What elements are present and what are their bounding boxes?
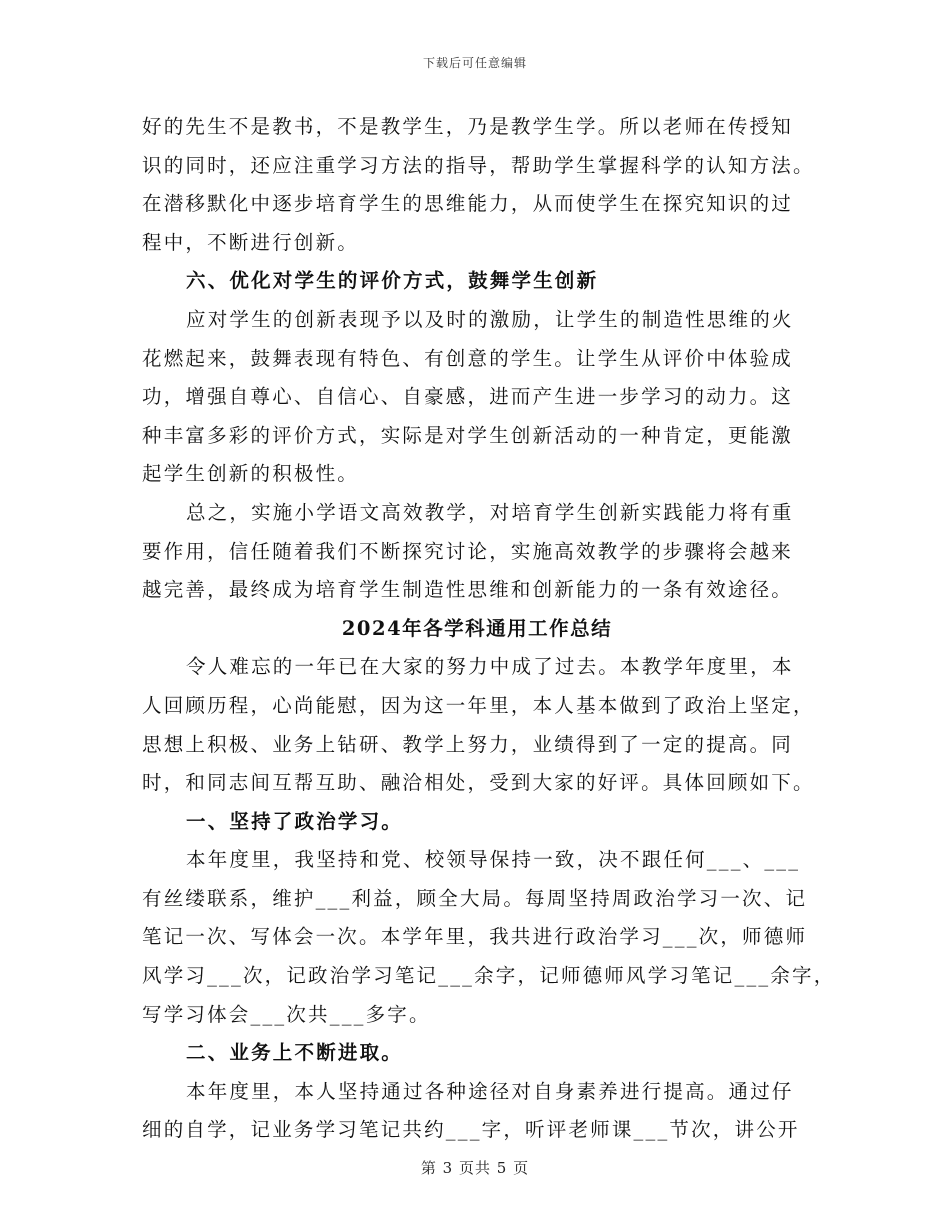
section-heading: 六、优化对学生的评价方式，鼓舞学生创新 (186, 269, 599, 293)
section-heading: 一、坚持了政治学习。 (186, 809, 404, 833)
paragraph-line: 笔记一次、写体会一次。本学年里，我共进行政治学习___次，师德师 (142, 925, 808, 949)
page-footer: 第 3 页共 5 页 (420, 1159, 530, 1177)
paragraph-line: 应对学生的创新表现予以及时的激励，让学生的制造性思维的火 (186, 307, 794, 331)
paragraph-line: 在潜移默化中逐步培育学生的思维能力，从而使学生在探究知识的过 (142, 192, 794, 216)
paragraph-line: 花燃起来，鼓舞表现有特色、有创意的学生。让学生从评价中体验成 (142, 346, 794, 370)
paragraph-line: 功，增强自尊心、自信心、自豪感，进而产生进一步学习的动力。这 (142, 385, 794, 409)
paragraph-line: 令人难忘的一年已在大家的努力中成了过去。本教学年度里，本 (186, 655, 794, 679)
paragraph-line: 起学生创新的积极性。 (142, 462, 360, 486)
paragraph-line: 好的先生不是教书，不是教学生，乃是教学生学。所以老师在传授知 (142, 115, 794, 138)
paragraph-line: 要作用，信任随着我们不断探究讨论，实施高效教学的步骤将会越来 (142, 539, 794, 563)
paragraph-line: 总之，实施小学语文高效教学，对培育学生创新实践能力将有重 (186, 500, 794, 524)
page-header: 下载后可任意编辑 (422, 56, 527, 70)
paragraph-line: 细的自学，记业务学习笔记共约___字，听评老师课___节次，讲公开 (142, 1118, 800, 1142)
paragraph-line: 越完善，最终成为培育学生制造性思维和创新能力的一条有效途径。 (142, 578, 794, 602)
paragraph-line: 程中，不断进行创新。 (142, 230, 360, 254)
paragraph-line: 时，和同志间互帮互助、融洽相处，受到大家的好评。具体回顾如下。 (142, 771, 815, 795)
paragraph-line: 写学习体会___次共___多字。 (142, 1002, 431, 1026)
paragraph-line: 有丝缕联系，维护___利益，顾全大局。每周坚持周政治学习一次、记 (142, 886, 808, 910)
paragraph-line: 人回顾历程，心尚能慰，因为这一年里，本人基本做到了政治上坚定， (142, 693, 815, 717)
paragraph-line: 风学习___次，记政治学习笔记___余字，记师德师风学习笔记___余字， (142, 964, 836, 988)
paragraph-line: 识的同时，还应注重学习方法的指导，帮助学生掌握科学的认知方法。 (142, 153, 815, 177)
paragraph-line: 本年度里，我坚持和党、校领导保持一致，决不跟任何___、___ (186, 848, 801, 872)
paragraph-line: 种丰富多彩的评价方式，实际是对学生创新活动的一种肯定，更能激 (142, 423, 794, 447)
paragraph-line: 本年度里，本人坚持通过各种途径对自身素养进行提高。通过仔 (186, 1079, 794, 1103)
paragraph-line: 思想上积极、业务上钻研、教学上努力，业绩得到了一定的提高。同 (142, 732, 794, 756)
document-body (142, 108, 836, 1150)
document-title: 2024年各学科通用工作总结 (341, 616, 613, 640)
section-heading: 二、业务上不断进取。 (186, 1041, 404, 1065)
